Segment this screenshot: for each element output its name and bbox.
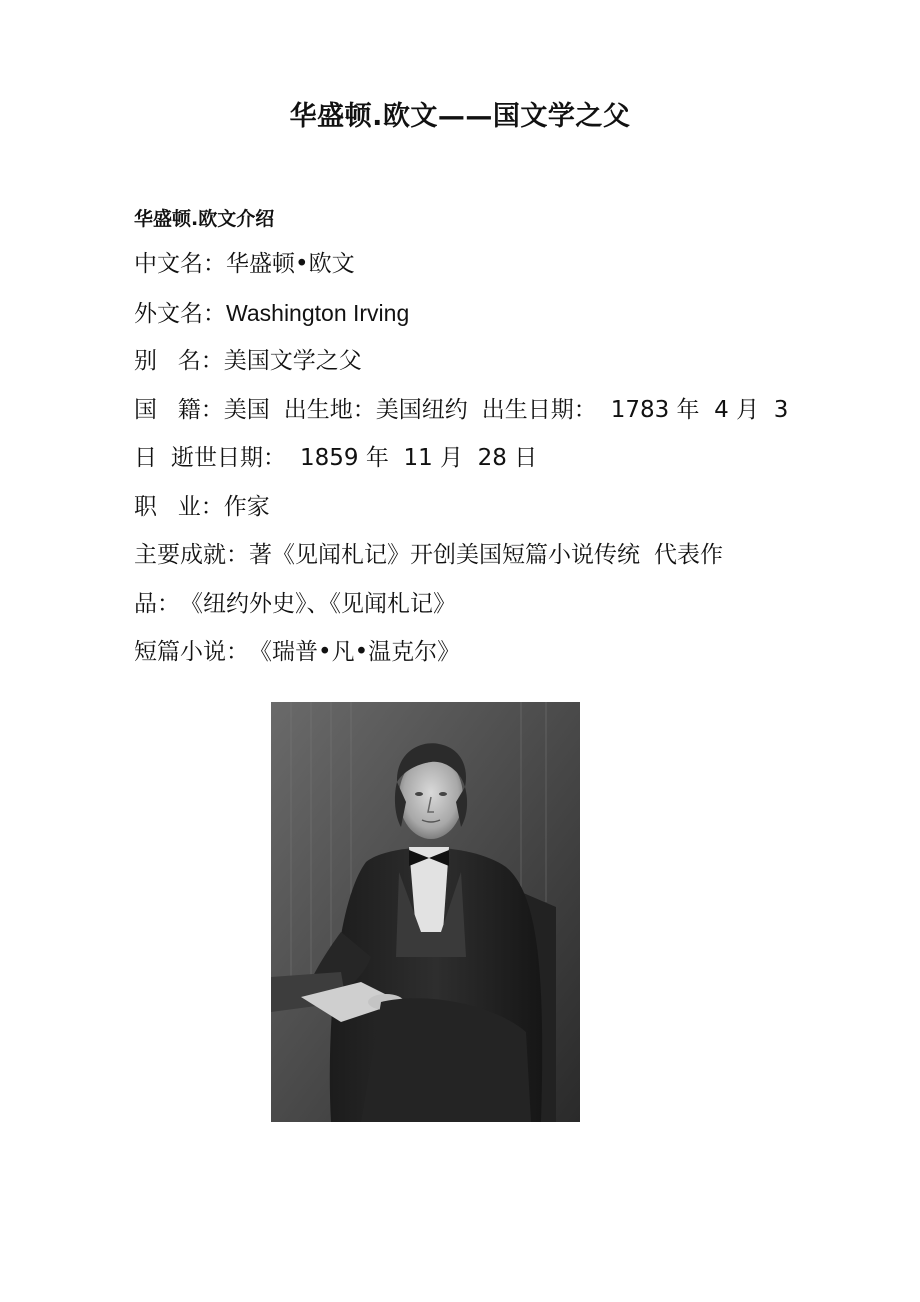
- nationality-label-rest: 籍：: [177, 396, 224, 423]
- works-value: 《纽约外史》、《见闻札记》: [180, 590, 456, 617]
- alias-value: 美国文学之父: [223, 348, 362, 374]
- occupation-value: 作家: [223, 493, 270, 520]
- chinese-name-value: 华盛顿•欧文: [226, 251, 355, 277]
- portrait-engraving: [271, 702, 580, 1122]
- section-heading: 华盛顿.欧文介绍: [134, 208, 275, 230]
- deathdate-line: [134, 434, 814, 483]
- nationality-label-first-char: 国: [134, 396, 178, 423]
- foreign-name-value: Washington Irving: [226, 299, 410, 326]
- document-title: 华盛顿.欧文——国文学之父: [289, 101, 631, 132]
- portrait-image: [271, 702, 580, 1122]
- works-label-rest: 品：: [134, 590, 180, 617]
- info-list: [134, 240, 814, 677]
- birthdate-value-part2: 日: [134, 445, 157, 471]
- birthdate-label: 出生日期：: [481, 396, 597, 423]
- nationality-value: 美国: [223, 396, 270, 423]
- works-label-first-part: 代表作: [654, 542, 723, 568]
- occupation-label-first-char: 职: [134, 493, 178, 520]
- short-story-line: [134, 628, 814, 677]
- achievement-value: 著《见闻札记》开创美国短篇小说传统: [249, 542, 640, 568]
- birthplace-value: 美国纽约: [375, 396, 468, 423]
- nationality-line: [134, 386, 814, 435]
- deathdate-label: 逝世日期：: [171, 445, 286, 471]
- alias-label-first-char: 别: [134, 348, 178, 374]
- short-story-value: 《瑞普•凡•温克尔》: [249, 639, 461, 665]
- alias-label-rest: 名：: [177, 348, 224, 374]
- alias-line: [134, 337, 814, 386]
- birthplace-label: 出生地：: [283, 396, 376, 423]
- foreign-name-label: 外文名：: [134, 300, 226, 327]
- deathdate-value: 1859 年 11 月 28 日: [300, 445, 538, 471]
- birthdate-value-part1: 1783 年 4 月 3: [610, 396, 789, 423]
- occupation-line: [134, 483, 814, 532]
- foreign-name-line: [134, 289, 814, 338]
- chinese-name-label: 中文名：: [134, 251, 226, 277]
- achievement-label: 主要成就：: [134, 542, 249, 568]
- occupation-label-rest: 业：: [177, 493, 224, 520]
- short-story-label: 短篇小说：: [134, 639, 249, 665]
- achievement-line: [134, 531, 814, 580]
- chinese-name-line: [134, 240, 814, 289]
- works-line: [134, 580, 814, 629]
